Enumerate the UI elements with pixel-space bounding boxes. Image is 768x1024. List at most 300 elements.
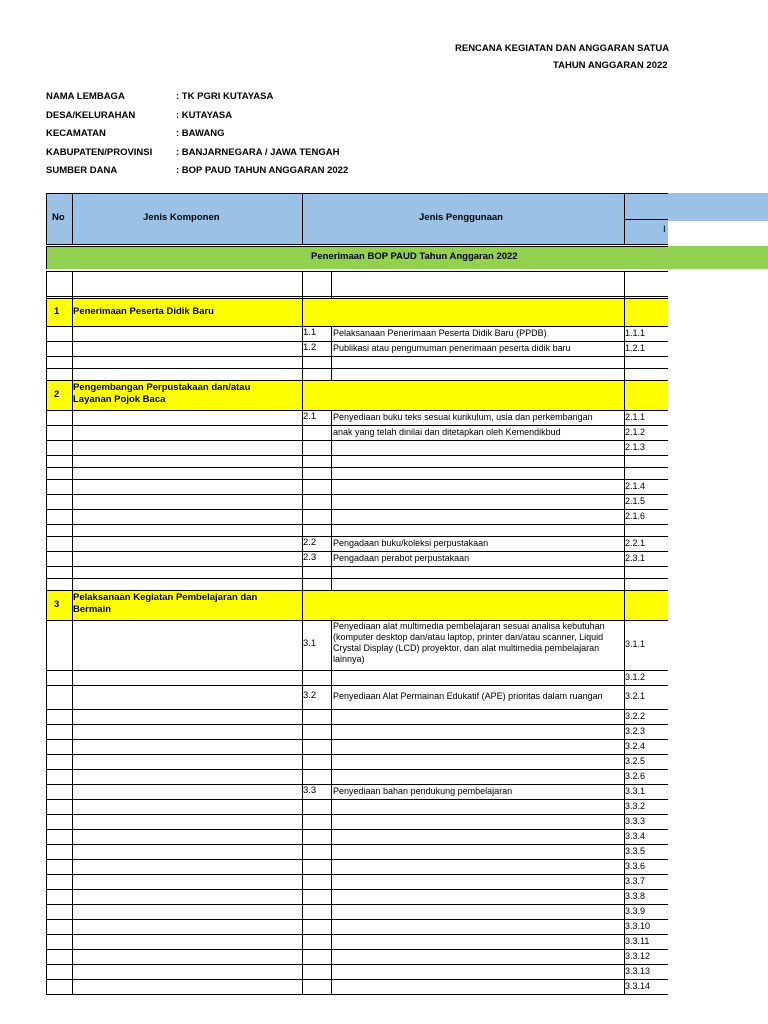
border [302,784,303,799]
border [46,979,47,994]
item-code: 2.1.2 [625,426,646,437]
border [331,754,332,769]
border [331,844,332,859]
border [72,670,73,685]
border [624,368,625,380]
border [72,509,73,524]
border [302,709,303,724]
border [331,829,332,844]
border [72,769,73,784]
header-jenis-komponen: Jenis Komponen [143,212,220,223]
border [46,410,668,411]
border [72,341,73,356]
border [46,246,668,247]
section-title: Pengembangan Perpustakaan dan/atau Layanan Pojok Baca [73,382,251,405]
usage-text: Penyediaan Alat Permainan Edukatif (APE) prioritas dalam ruangan [333,691,603,701]
border [624,739,625,754]
border [72,724,73,739]
border [46,524,47,536]
item-code: 2.2.1 [625,537,646,548]
border [72,425,73,440]
sub-number: 2.2 [303,536,317,548]
border [624,904,625,919]
border [302,298,303,326]
border [331,410,332,425]
border [72,590,73,620]
border [72,685,73,709]
border [46,919,47,934]
border [72,193,73,244]
border [302,590,303,620]
border [624,784,625,799]
section-number: 1 [54,306,60,317]
border [72,919,73,934]
border [46,509,47,524]
border [72,467,73,479]
border [46,670,47,685]
border [72,904,73,919]
border [302,874,303,889]
border [624,410,625,425]
sub-number: 2.3 [303,551,317,563]
border [46,578,47,590]
item-code: 2.1.5 [625,495,646,506]
border [331,341,332,356]
section-number: 3 [54,599,60,610]
item-code: 3.3.9 [625,905,646,916]
border [331,578,332,590]
border [302,356,303,368]
border [624,754,625,769]
item-code: 3.3.4 [625,830,646,841]
border [46,859,47,874]
border [72,784,73,799]
border [72,578,73,590]
border [624,356,625,368]
border [46,874,668,875]
border [624,479,625,494]
border [46,754,668,755]
border [302,620,303,670]
border [302,685,303,709]
border [46,551,668,552]
border [46,368,47,380]
border [46,494,668,495]
border [46,246,47,269]
border [302,769,303,784]
border [624,964,625,979]
border [331,784,332,799]
info-value: : BAWANG [176,128,225,139]
border [46,724,668,725]
border [302,739,303,754]
border [331,467,332,479]
border [302,934,303,949]
border [72,934,73,949]
border [46,754,47,769]
border [302,964,303,979]
border [72,949,73,964]
border [624,670,625,685]
border [46,509,668,510]
border [46,844,47,859]
border [302,889,303,904]
info-label: KABUPATEN/PROVINSI [46,146,153,158]
border [46,590,47,620]
header-no: No [52,212,65,223]
item-code: 3.3.13 [625,965,651,976]
item-code: 3.3.6 [625,860,646,871]
border [72,326,73,341]
border [302,368,303,380]
item-code: 2.3.1 [625,552,646,563]
border [46,193,668,194]
info-value: : BANJARNEGARA / JAWA TENGAH [176,146,340,158]
header-jenis-penggunaan: Jenis Penggunaan [419,212,503,223]
border [302,566,303,578]
border [624,578,625,590]
border [72,874,73,889]
border [624,219,668,220]
border [331,620,332,670]
border [46,494,47,509]
border [302,904,303,919]
border [46,979,668,980]
border [46,769,47,784]
border [46,670,668,671]
border [331,724,332,739]
border [72,356,73,368]
border [46,380,47,410]
header-fill-right [668,193,768,221]
border [46,784,47,799]
border [624,919,625,934]
border [331,368,332,380]
border [46,455,668,456]
document-title: RENCANA KEGIATAN DAN ANGGARAN SATUA [455,43,670,54]
border [72,799,73,814]
border [46,566,47,578]
border [331,934,332,949]
border [46,620,668,621]
border [302,578,303,590]
info-value: : BOP PAUD TAHUN ANGGARAN 2022 [176,165,349,176]
border [46,919,668,920]
border [624,271,625,296]
border [46,949,47,964]
border [302,440,303,455]
border [331,799,332,814]
border [624,859,625,874]
item-code: 3.3.11 [625,935,650,946]
border [624,724,625,739]
border [624,326,625,341]
border [624,799,625,814]
border [302,670,303,685]
item-code: 3.3.7 [625,875,646,886]
border [72,844,73,859]
item-code: 3.2.2 [625,710,646,721]
border [302,193,303,244]
item-code: 2.1.1 [625,411,646,422]
item-code: 3.1.1 [625,639,646,649]
border [331,494,332,509]
usage-text: Penyediaan bahan pendukung pembelajaran [333,785,513,796]
sub-number: 3.3 [303,784,317,796]
border [302,380,303,410]
border [46,410,47,425]
border [46,326,668,327]
border [331,859,332,874]
border [46,685,47,709]
info-label: NAMA LEMBAGA [46,91,125,102]
border [302,829,303,844]
usage-text: Pengadaan perabot perpustakaan [333,552,470,563]
border [72,859,73,874]
border [331,904,332,919]
border [302,455,303,467]
border [46,440,668,441]
border [331,566,332,578]
border [46,949,668,950]
item-code: 3.2.5 [625,755,646,766]
border [72,754,73,769]
border [46,271,47,296]
usage-text: Penyediaan alat multimedia pembelajaran sesuai analisa kebutuhan (komputer desktop dan/atau laptop, printer dan/atau scanner, Liquid Crystal Display (LCD) proyektor, dan alat multimedia pembelajaran lainnya) [333,621,605,664]
border [331,440,332,455]
item-code: 3.3.12 [625,950,651,961]
border [331,509,332,524]
border [72,709,73,724]
border [46,784,668,785]
border [624,298,625,326]
border [46,590,668,591]
border [331,536,332,551]
usage-text: Publikasi atau pengumuman penerimaan peserta didik baru [333,342,571,353]
border [46,904,668,905]
border [46,889,668,890]
border [46,551,47,566]
border [302,509,303,524]
border [72,410,73,425]
border [624,874,625,889]
border [72,964,73,979]
border [302,524,303,536]
sub-number: 2.1 [303,410,317,422]
border [624,467,625,479]
border [46,685,668,686]
info-label: DESA/KELURAHAN [46,109,136,121]
border [46,380,668,381]
border [331,551,332,566]
border [46,455,47,467]
border [331,739,332,754]
border [624,341,625,356]
border [624,566,625,578]
border [72,524,73,536]
band-title: Penerimaan BOP PAUD Tahun Anggaran 2022 [311,251,518,262]
border [624,440,625,455]
border [72,739,73,754]
border [302,425,303,440]
border [624,425,625,440]
border [46,326,47,341]
border [46,934,47,949]
border [624,620,625,670]
border [331,919,332,934]
border [302,271,303,296]
border [624,536,625,551]
border [72,829,73,844]
border [624,494,625,509]
border [302,919,303,934]
info-label: KECAMATAN [46,128,106,139]
border [46,425,668,426]
border [302,844,303,859]
info-value: : TK PGRI KUTAYASA [176,91,274,102]
border [302,979,303,994]
usage-text: anak yang telah dinilai dan ditetapkan oleh Kemendikbud [333,426,561,437]
border [46,739,668,740]
border [46,524,668,525]
item-code: 3.3.3 [625,815,646,826]
section-number: 2 [54,389,60,400]
section-title: Pelaksanaan Kegiatan Pembelajaran dan Bermain [73,592,258,615]
border [46,368,668,369]
border [331,889,332,904]
border [624,455,625,467]
border [72,368,73,380]
border [46,271,668,272]
item-code: 3.2.1 [625,691,646,701]
document-subtitle: TAHUN ANGGARAN 2022 [553,60,668,71]
border [72,979,73,994]
border [46,964,47,979]
border [46,844,668,845]
border [331,455,332,467]
border [302,859,303,874]
border [302,467,303,479]
border [624,524,625,536]
border [46,341,47,356]
border [331,425,332,440]
border [331,979,332,994]
border [624,934,625,949]
item-code: 1.1.1 [625,327,646,338]
border [46,769,668,770]
item-code: 2.1.6 [625,510,646,521]
border [46,566,668,567]
border [624,193,625,244]
border [624,709,625,724]
usage-text: Pengadaan buku/koleksi perpustakaan [333,537,489,548]
sub-number: 3.2 [303,690,317,701]
header-partial: I [663,224,666,235]
sub-number: 1.1 [303,326,317,338]
border [331,524,332,536]
border [72,479,73,494]
border [46,479,668,480]
border [46,799,47,814]
border [624,551,625,566]
border [302,536,303,551]
border [331,685,332,709]
border [302,754,303,769]
border [46,341,668,342]
border [331,670,332,685]
item-code: 2.1.4 [625,480,646,491]
border [46,356,668,357]
border [46,536,668,537]
border [624,829,625,844]
item-code: 3.3.8 [625,890,646,901]
item-code: 3.3.14 [625,980,651,991]
border [72,889,73,904]
border [302,494,303,509]
border [46,859,668,860]
border [46,440,47,455]
border [46,298,47,326]
border [302,341,303,356]
border [46,994,668,995]
border [72,620,73,670]
border [72,440,73,455]
border [331,814,332,829]
border [46,934,668,935]
border [72,494,73,509]
section-title: Penerimaan Peserta Didik Baru [73,306,214,317]
border [46,620,47,670]
item-code: 3.2.3 [625,725,646,736]
border [46,244,668,245]
sub-number: 1.2 [303,341,317,353]
border [302,479,303,494]
border [46,193,47,244]
border [46,578,668,579]
border [302,799,303,814]
border [331,479,332,494]
item-code: 3.1.2 [625,671,646,682]
item-code: 2.1.3 [625,441,646,452]
border [624,590,625,620]
border [72,814,73,829]
border [624,889,625,904]
border [331,709,332,724]
usage-text: Pelaksanaan Penerimaan Peserta Didik Baru (PPDB) [333,327,547,338]
border [46,799,668,800]
item-code: 3.2.6 [625,770,646,781]
border [624,979,625,994]
border [46,904,47,919]
border [46,709,47,724]
border [46,814,668,815]
border [46,814,47,829]
item-code: 3.3.2 [625,800,646,811]
border [302,724,303,739]
border [46,874,47,889]
border [624,769,625,784]
item-code: 3.3.1 [625,785,646,796]
border [72,551,73,566]
border [46,356,47,368]
usage-text: Penyediaan buku teks sesuai kurikulum, usia dan perkembangan [333,411,593,422]
border [331,964,332,979]
border [624,949,625,964]
border [624,685,625,709]
border [302,949,303,964]
border [46,889,47,904]
border [46,829,47,844]
